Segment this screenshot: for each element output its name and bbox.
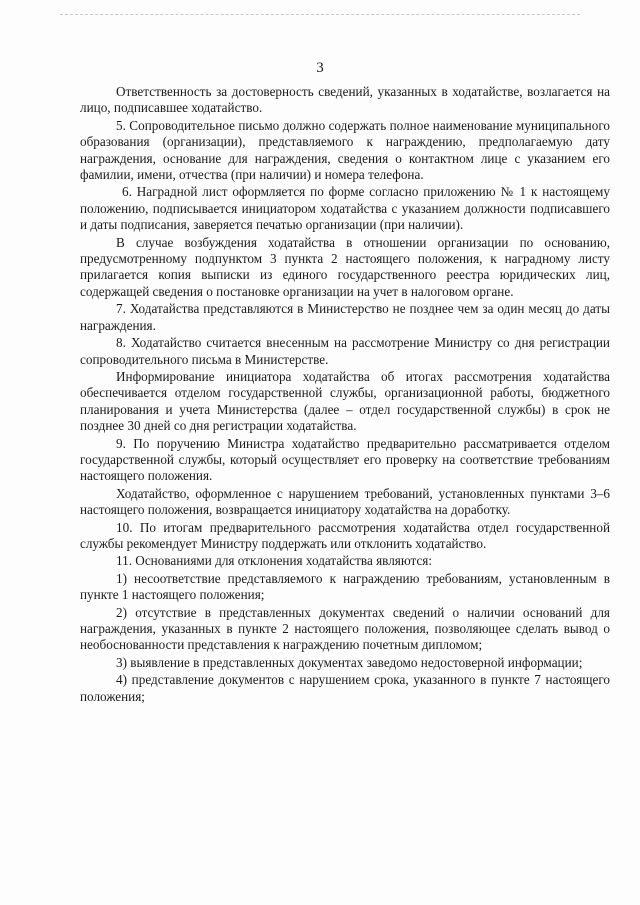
paragraph-item-7: 7. Ходатайства представляются в Министерство не позднее чем за один месяц до даты награждения. xyxy=(80,301,610,333)
page-top-rule xyxy=(60,14,580,15)
list-item-1: 1) несоответствие представляемого к награждению требованиям, установленным в пункте 1 настоящего положения; xyxy=(80,570,610,603)
paragraph-organization-case: В случае возбуждения ходатайства в отношении организации по основанию, предусмотренному подпунктом 3 пункта 2 настоящего положения, к наградному листу прилагается копия выписки из единого государственного реестра юридических лиц, содержащей сведения о постановке организации на учет в налоговом органе. xyxy=(80,234,610,299)
paragraph-item-8: 8. Ходатайство считается внесенным на рассмотрение Министру со дня регистрации сопроводительного письма в Министерстве. xyxy=(80,335,610,367)
list-item-3: 3) выявление в представленных документах заведомо недостоверной информации; xyxy=(116,654,583,670)
paragraph-return: Ходатайство, оформленное с нарушением требований, установленных пунктами 3–6 настоящего положения, возвращается инициатору ходатайства на доработку. xyxy=(80,485,610,518)
paragraph-item-5: 5. Сопроводительное письмо должно содержать полное наименование муниципального образования (организации), представляемого к награждению, предполагаемую дату награждения, основание для награждения, сведения о контактном лице с указанием его фамилии, имени, отчества (при наличии) и номера телефона. xyxy=(80,117,610,183)
paragraph-item-10: 10. По итогам предварительного рассмотрения ходатайства отдел государственной службы рекомендует Министру поддержать или отклонить ходатайство. xyxy=(80,519,610,551)
paragraph-item-6: 6. Наградной лист оформляется по форме согласно приложению № 1 к настоящему положению, подписывается инициатором ходатайства с указанием должности подписавшего и даты подписания, заверяется печатью организации (при наличии). xyxy=(80,184,610,233)
paragraph-item-9: 9. По поручению Министра ходатайство предварительно рассматривается отделом государственной службы, который осуществляет его проверку на соответствие требованиям настоящего положения. xyxy=(80,435,610,484)
paragraph-informing: Информирование инициатора ходатайства об итогах рассмотрения ходатайства обеспечивается отделом государственной службы, организационной работы, бюджетного планирования и учета Министерства (далее – отдел государственной службы) в срок не позднее 30 дней со дня регистрации ходатайства. xyxy=(80,368,610,434)
page-number: 3 xyxy=(316,60,324,76)
paragraph-item-11: 11. Основаниями для отклонения ходатайства являются: xyxy=(116,553,433,569)
list-item-4: 4) представление документов с нарушением срока, указанного в пункте 7 настоящего положения; xyxy=(80,672,610,704)
paragraph-responsibility: Ответственность за достоверность сведений, указанных в ходатайстве, возлагается на лицо, подписавшее ходатайство. xyxy=(80,84,610,116)
document-body xyxy=(80,84,610,706)
list-item-2: 2) отсутствие в представленных документах сведений о наличии оснований для награждения, указанных в пункте 2 настоящего положения, позволяющее сделать вывод о необоснованности представления к награждению почетным дипломом; xyxy=(80,604,610,653)
